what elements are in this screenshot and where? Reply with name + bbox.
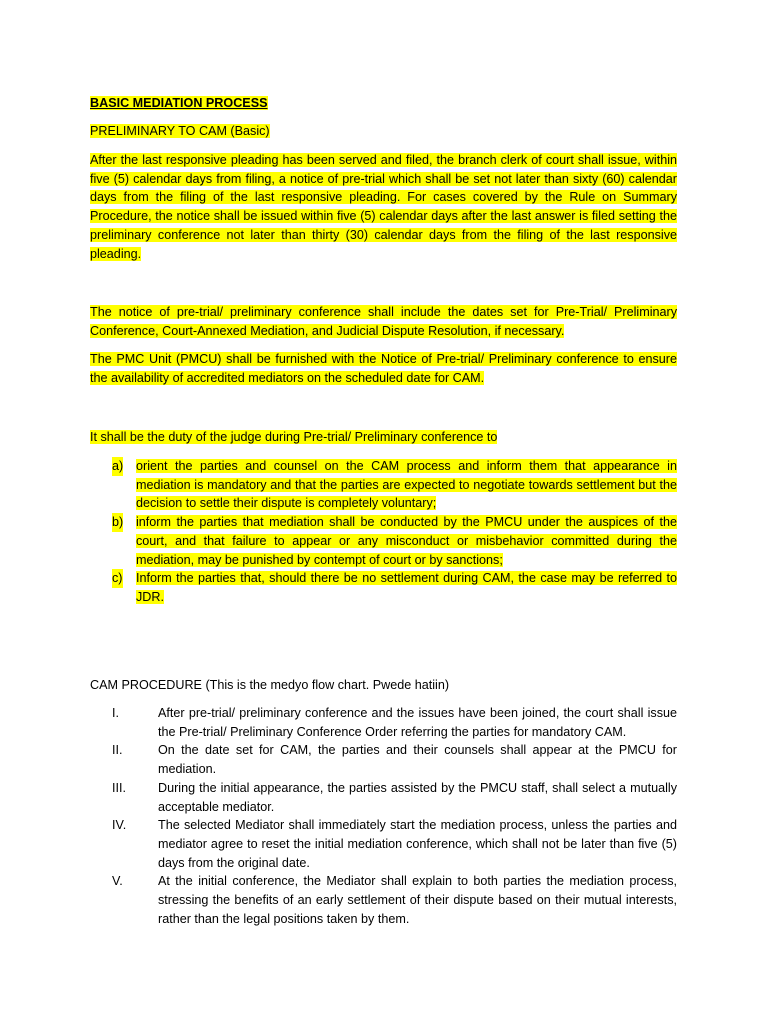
list-item-text: On the date set for CAM, the parties and their counsels shall appear at the PMCU for mediation. xyxy=(158,743,677,777)
cam-heading-text: CAM PROCEDURE (This is the medyo flow chart. Pwede hatiin) xyxy=(90,678,450,692)
list-marker: b) xyxy=(112,513,123,532)
list-item xyxy=(112,816,677,872)
steps-list xyxy=(112,704,677,928)
paragraph-1-text: After the last responsive pleading has been served and filed, the branch clerk of court shall issue, within five (5) calendar days from filing, a notice of pre-trial which shall be set not later than sixty (60) calendar days from the filing of the last responsive pleading. For cases covered by the Rule on Summary Procedure, the notice shall be issued within five (5) calendar days after the last answer is filed setting the preliminary conference not later than thirty (30) calendar days from the filing of the last responsive pleading. xyxy=(90,153,677,261)
list-item xyxy=(112,872,677,928)
cam-procedure-heading xyxy=(90,676,677,695)
section-subtitle xyxy=(90,122,677,141)
list-marker: c) xyxy=(112,569,123,588)
list-marker: III. xyxy=(112,780,126,795)
list-item xyxy=(112,569,677,606)
paragraph-2 xyxy=(90,303,677,340)
list-marker: IV. xyxy=(112,818,127,833)
list-item-text: The selected Mediator shall immediately start the mediation process, unless the parties and mediator agree to reset the initial mediation conference, which shall not be later than five (5) days from the original date. xyxy=(158,818,677,870)
paragraph-3-text: The PMC Unit (PMCU) shall be furnished with the Notice of Pre-trial/ Preliminary conference to ensure the availability of accredited mediators on the scheduled date for CAM. xyxy=(90,352,677,385)
list-item-text: At the initial conference, the Mediator shall explain to both parties the mediation process, stressing the benefits of an early settlement of their dispute based on their mutual interests, rather than the legal positions taken by them. xyxy=(158,874,677,926)
list-item xyxy=(112,741,677,778)
duties-list xyxy=(112,457,677,607)
list-item-text: orient the parties and counsel on the CAM process and inform them that appearance in mediation is mandatory and that the parties are expected to negotiate towards settlement but the decision to settle their dispute is completely voluntary; xyxy=(136,459,677,511)
title-text: BASIC MEDIATION PROCESS xyxy=(90,96,268,110)
document-title xyxy=(90,94,677,113)
list-item xyxy=(112,779,677,816)
list-marker: I. xyxy=(112,706,119,720)
list-marker: a) xyxy=(112,457,123,476)
list-item xyxy=(112,457,677,513)
paragraph-1 xyxy=(90,151,677,263)
list-item xyxy=(112,513,677,569)
list-item-text: Inform the parties that, should there be no settlement during CAM, the case may be referred to JDR. xyxy=(136,571,677,604)
paragraph-2-text: The notice of pre-trial/ preliminary conference shall include the dates set for Pre-Trial/ Preliminary Conference, Court-Annexed Mediation, and Judicial Dispute Resolution, if necessary. xyxy=(90,305,677,338)
subtitle-text: PRELIMINARY TO CAM (Basic) xyxy=(90,124,270,138)
list-item-text: inform the parties that mediation shall be conducted by the PMCU under the auspices of the court, and that failure to appear or any misconduct or misbehavior committed during the mediation, may be punished by contempt of court or by sanctions; xyxy=(136,515,677,567)
list-item-text: After pre-trial/ preliminary conference and the issues have been joined, the court shall issue the Pre-trial/ Preliminary Conference Order referring the parties for mandatory CAM. xyxy=(158,706,677,739)
list-marker: V. xyxy=(112,874,123,889)
duty-intro-text: It shall be the duty of the judge during Pre-trial/ Preliminary conference to xyxy=(90,430,498,444)
list-item xyxy=(112,704,677,741)
list-marker: II. xyxy=(112,743,123,758)
duty-intro xyxy=(90,428,677,447)
list-item-text: During the initial appearance, the parties assisted by the PMCU staff, shall select a mutually acceptable mediator. xyxy=(158,780,677,814)
paragraph-3 xyxy=(90,350,677,387)
